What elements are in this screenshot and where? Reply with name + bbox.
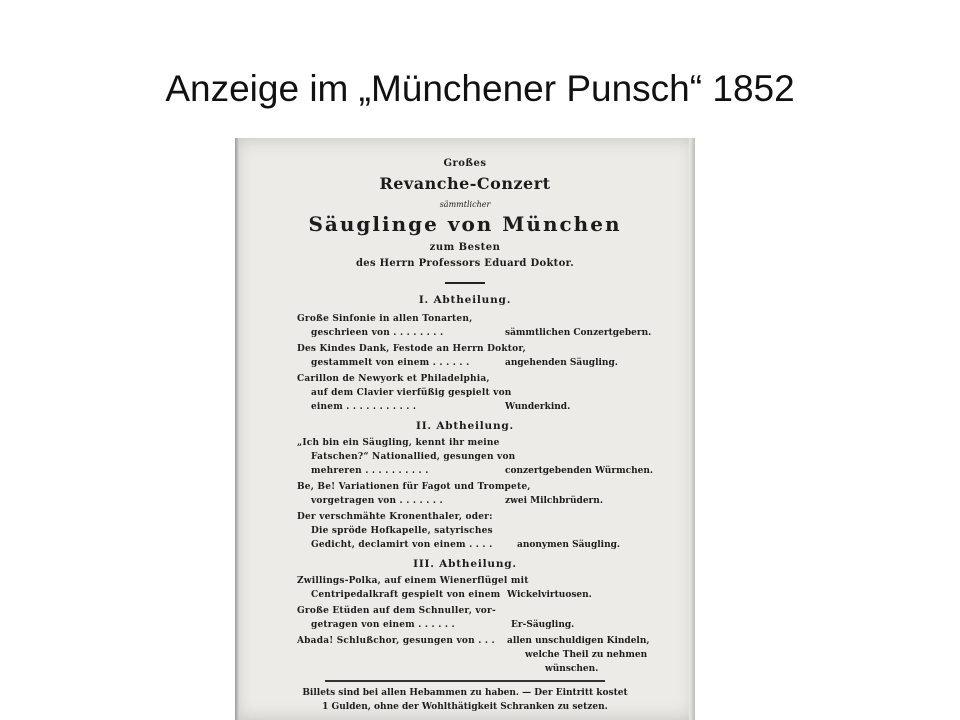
divider [445, 282, 485, 284]
performer: Er-Säugling. [511, 620, 575, 630]
poster-line-saeuglinge: Säuglinge von München [308, 212, 622, 236]
program-line: Centripedalkraft gespielt von einem [311, 590, 501, 600]
program-line: Der verschmähte Kronenthaler, oder: [297, 512, 493, 522]
program-line: Des Kindes Dank, Festode an Herrn Doktor, [297, 344, 526, 354]
poster-line-zum-besten: zum Besten [429, 242, 501, 253]
performer: Wickelvirtuosen. [507, 590, 592, 600]
performer: angehenden Säugling. [505, 358, 618, 368]
section-heading-3: III. Abtheilung. [413, 558, 517, 570]
performer: anonymen Säugling. [517, 540, 621, 550]
performer: zwei Milchbrüdern. [505, 496, 603, 506]
program-line: Gedicht, declamirt von einem . . . . [311, 540, 493, 550]
program-line: Große Etüden auf dem Schnuller, vor- [297, 606, 496, 616]
program-line: vorgetragen von . . . . . . . [311, 496, 443, 506]
program-line: Be, Be! Variationen für Fagot und Trompete, [297, 482, 531, 492]
performer: allen unschuldigen Kindeln, [507, 636, 650, 646]
slide-title: Anzeige im „Münchener Punsch“ 1852 [165, 68, 795, 109]
program-line: getragen von einem . . . . . . [311, 620, 455, 630]
performer: Wunderkind. [505, 402, 571, 412]
poster-line-revanche-conzert: Revanche-Conzert [379, 174, 551, 193]
program-line: Zwillings-Polka, auf einem Wienerflügel mit [297, 576, 529, 586]
program-line: Fatschen?“ Nationallied, gesungen von [311, 452, 516, 462]
program-line: „Ich bin ein Säugling, kennt ihr meine [297, 438, 500, 448]
footer-divider [325, 680, 605, 682]
poster-line-saemmtlicher: sämmtlicher [439, 200, 491, 209]
performer: sämmtlichen Conzertgebern. [505, 328, 652, 338]
footer-line: Billets sind bei allen Hebammen zu haben. — Der Eintritt kostet [302, 688, 628, 698]
performer: wünschen. [545, 664, 599, 674]
program-line: geschrieen von . . . . . . . . [311, 328, 444, 338]
program-line: Abada! Schlußchor, gesungen von . . . [297, 636, 495, 646]
performer: welche Theil zu nehmen [525, 650, 648, 660]
poster-line-professor: des Herrn Professors Eduard Doktor. [356, 258, 574, 269]
program-line: Carillon de Newyork et Philadelphia, [297, 374, 490, 384]
program-line: einem . . . . . . . . . . . [311, 402, 417, 412]
program-line: Große Sinfonie in allen Tonarten, [297, 314, 473, 324]
scanned-advertisement [235, 138, 695, 720]
poster-line-grosses: Großes [443, 158, 487, 169]
program-line: auf dem Clavier vierfüßig gespielt von [311, 388, 512, 398]
section-heading-2: II. Abtheilung. [415, 420, 515, 432]
section-heading-1: I. Abtheilung. [418, 294, 512, 306]
footer-line: 1 Gulden, ohne der Wohlthätigkeit Schranken zu setzen. [322, 702, 608, 712]
program-line: gestammelt von einem . . . . . . [311, 358, 470, 368]
performer: conzertgebenden Würmchen. [505, 466, 654, 476]
program-line: Die spröde Hofkapelle, satyrisches [311, 526, 493, 536]
program-line: mehreren . . . . . . . . . . [311, 466, 429, 476]
